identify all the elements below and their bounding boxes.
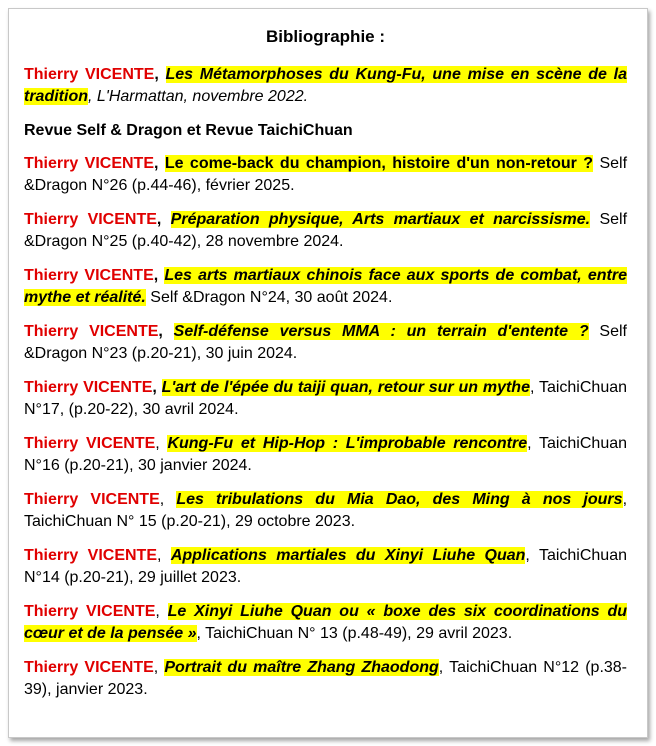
work-title: Applications martiales du Xinyi Liuhe Quan	[170, 547, 526, 564]
bibliography-entry	[24, 433, 627, 477]
publication-info: Self &Dragon N°25 (p.40-42), 28 novembre 2024.	[24, 211, 628, 250]
work-title: Kung-Fu et Hip-Hop : L'improbable rencontre	[167, 435, 528, 452]
separator: ,	[152, 379, 162, 396]
work-title: Préparation physique, Arts martiaux et narcissisme.	[170, 211, 591, 228]
separator: ,	[159, 491, 177, 508]
publication-info: , TaichiChuan N° 13 (p.48-49), 29 avril 2023.	[196, 625, 513, 642]
bibliography-entry	[24, 153, 627, 197]
bibliography-entry	[24, 209, 627, 253]
publication-info: , TaichiChuan N°16 (p.20-21), 30 janvier 2024.	[24, 435, 628, 474]
work-title: Le come-back du champion, histoire d'un non-retour ?	[164, 155, 594, 172]
author-name: Thierry VICENTE	[24, 379, 153, 396]
separator: ,	[155, 435, 168, 452]
publication-info: Self &Dragon N°26 (p.44-46), février 2025.	[24, 155, 628, 194]
bibliography-panel	[8, 8, 648, 738]
author-name: Thierry VICENTE	[24, 267, 154, 284]
publication-info: , TaichiChuan N°12 (p.38-39), janvier 2023.	[24, 659, 628, 698]
section-label: Revue Self & Dragon et Revue TaichiChuan	[24, 122, 353, 139]
work-title: L'art de l'épée du taiji quan, retour sur un mythe	[161, 379, 530, 396]
author-name: Thierry VICENTE	[24, 155, 154, 172]
separator: ,	[153, 659, 165, 676]
author-name: Thierry VICENTE	[24, 211, 157, 228]
publication-info: , TaichiChuan N° 15 (p.20-21), 29 octobre 2023.	[24, 491, 628, 530]
bibliography-entry	[24, 321, 627, 365]
separator: ,	[154, 66, 166, 83]
bibliography-heading: Bibliographie :	[266, 27, 385, 46]
work-title: Le Xinyi Liuhe Quan ou « boxe des six coordinations du cœur et de la pensée »	[24, 603, 627, 642]
author-name: Thierry VICENTE	[24, 491, 160, 508]
publication-info: Self &Dragon N°23 (p.20-21), 30 juin 2024.	[24, 323, 628, 362]
work-title: Self-défense versus MMA : un terrain d'entente ?	[173, 323, 589, 340]
publication-info: , TaichiChuan N°17, (p.20-22), 30 avril 2024.	[24, 379, 628, 418]
publication-info: , L'Harmattan, novembre 2022.	[88, 88, 309, 105]
author-name: Thierry VICENTE	[24, 547, 157, 564]
work-title: Les arts martiaux chinois face aux sports de combat, entre mythe et réalité.	[24, 267, 628, 306]
bibliography-entry	[24, 64, 627, 108]
work-title: Les tribulations du Mia Dao, des Ming à nos jours	[176, 491, 623, 508]
separator: ,	[158, 323, 174, 340]
bibliography-entry	[24, 657, 627, 701]
separator: ,	[154, 155, 165, 172]
work-title: Les Métamorphoses du Kung-Fu, une mise en scène de la tradition	[24, 66, 628, 105]
bibliography-entry	[24, 265, 627, 309]
separator: ,	[156, 211, 171, 228]
bibliography-entry	[24, 377, 627, 421]
author-name: Thierry VICENTE	[24, 659, 154, 676]
author-name: Thierry VICENTE	[24, 603, 156, 620]
publication-info: Self &Dragon N°24, 30 août 2024.	[145, 289, 393, 306]
author-name: Thierry VICENTE	[24, 66, 155, 83]
bibliography-entry	[24, 545, 627, 589]
author-name: Thierry VICENTE	[24, 435, 156, 452]
publication-info: , TaichiChuan N°14 (p.20-21), 29 juillet 2023.	[24, 547, 627, 586]
separator: ,	[153, 267, 165, 284]
work-title: Portrait du maître Zhang Zhaodong	[164, 659, 439, 676]
separator: ,	[155, 603, 168, 620]
bibliography-entry	[24, 601, 627, 645]
author-name: Thierry VICENTE	[24, 323, 159, 340]
bibliography-entry	[24, 489, 627, 533]
separator: ,	[156, 547, 171, 564]
